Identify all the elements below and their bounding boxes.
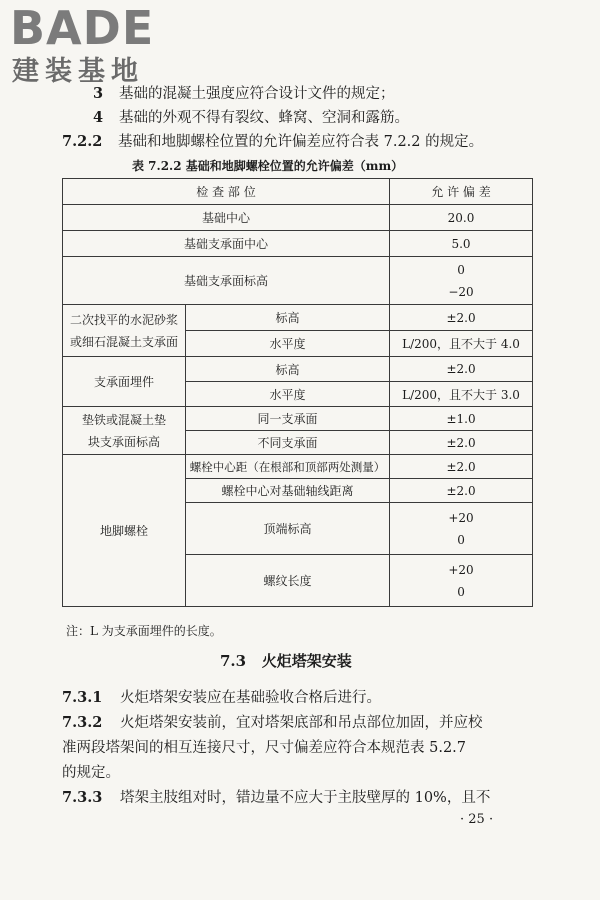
clause-7-3-1 — [62, 688, 381, 708]
logo-subtitle: 建装基地 — [12, 56, 144, 87]
sub-label: 不同支承面 — [186, 431, 390, 455]
item-number: 3 — [93, 85, 104, 102]
clause-text: 火炬塔架安装应在基础验收合格后进行。 — [120, 690, 381, 706]
value-lower: 0 — [457, 532, 465, 547]
clause-7-3-3 — [62, 788, 490, 808]
clause-text: 火炬塔架安装前，宜对塔架底部和吊点部位加固，并应校 — [120, 715, 483, 731]
table-caption: 表 7.2.2 基础和地脚螺栓位置的允许偏差（mm） — [132, 159, 404, 173]
group-label-line: 二次找平的水泥砂浆 — [69, 312, 178, 327]
sub-label: 螺栓中心对基础轴线距离 — [186, 479, 390, 503]
clause-number: 7.3.1 — [62, 689, 103, 706]
group-label — [63, 305, 186, 357]
row-value: ±2.0 — [390, 431, 533, 455]
clause-text: 塔架主肢组对时，错边量不应大于主肢壁厚的 10%，且不 — [120, 790, 491, 806]
list-item — [93, 84, 395, 104]
value-lower: −20 — [448, 284, 474, 299]
group-label-line: 块支承面标高 — [87, 434, 160, 449]
table-row — [63, 205, 533, 231]
header-item: 检 查 部 位 — [63, 179, 390, 205]
table-row — [63, 407, 533, 431]
clause-text: 的规定。 — [62, 765, 120, 781]
table-row — [63, 231, 533, 257]
group-label-line: 垫铁或混凝土垫 — [81, 412, 166, 427]
logo — [8, 2, 178, 92]
section-heading — [220, 650, 352, 671]
sub-label: 同一支承面 — [186, 407, 390, 431]
row-value — [390, 503, 533, 555]
logo-word: BADE — [10, 1, 155, 55]
row-value: L/200，且不大于 3.0 — [390, 382, 533, 407]
row-value: ±1.0 — [390, 407, 533, 431]
sub-label: 标高 — [186, 305, 390, 331]
row-value: ±2.0 — [390, 357, 533, 382]
clause-number: 7.3.2 — [62, 714, 103, 731]
sub-label: 水平度 — [186, 331, 390, 357]
sub-label: 螺纹长度 — [186, 555, 390, 607]
group-label: 地脚螺栓 — [63, 455, 186, 607]
group-label: 支承面埋件 — [63, 357, 186, 407]
row-value: ±2.0 — [390, 479, 533, 503]
clause-text: 准两段塔架间的相互连接尺寸，尺寸偏差应符合本规范表 5.2.7 — [62, 740, 467, 756]
value-lower: 0 — [457, 584, 465, 599]
table-row — [63, 357, 533, 382]
clause-number: 7.2.2 — [62, 133, 103, 150]
sub-label: 水平度 — [186, 382, 390, 407]
page-number: · 25 · — [460, 812, 494, 827]
clause-continuation — [62, 763, 120, 783]
item-text: 基础的外观不得有裂纹、蜂窝、空洞和露筋。 — [119, 110, 409, 126]
table-row — [63, 257, 533, 305]
row-value — [390, 257, 533, 305]
table-row — [63, 455, 533, 479]
row-label: 基础中心 — [63, 205, 390, 231]
table-row — [63, 305, 533, 331]
row-value: L/200，且不大于 4.0 — [390, 331, 533, 357]
group-label — [63, 407, 186, 455]
clause-text: 基础和地脚螺栓位置的允许偏差应符合表 7.2.2 的规定。 — [118, 134, 484, 150]
clause-continuation — [62, 738, 466, 758]
item-text: 基础的混凝土强度应符合设计文件的规定； — [119, 86, 395, 102]
row-value: ±2.0 — [390, 305, 533, 331]
row-value: 20.0 — [390, 205, 533, 231]
section-number: 7.3 — [220, 652, 247, 670]
row-label: 基础支承面中心 — [63, 231, 390, 257]
table-header-row — [63, 179, 533, 205]
clause-7-2-2 — [62, 132, 483, 152]
table-note: 注：L 为支承面埋件的长度。 — [66, 624, 222, 638]
row-value — [390, 555, 533, 607]
clause-7-3-2 — [62, 713, 483, 733]
list-item — [93, 108, 409, 128]
item-number: 4 — [93, 109, 104, 126]
row-value: 5.0 — [390, 231, 533, 257]
sub-label: 螺栓中心距（在根部和顶部两处测量） — [186, 455, 390, 479]
value-upper: 0 — [457, 262, 465, 277]
row-label: 基础支承面标高 — [63, 257, 390, 305]
row-value: ±2.0 — [390, 455, 533, 479]
clause-number: 7.3.3 — [62, 789, 103, 806]
sub-label: 标高 — [186, 357, 390, 382]
sub-label: 顶端标高 — [186, 503, 390, 555]
value-upper: +20 — [448, 510, 474, 525]
tolerance-table — [62, 178, 533, 607]
section-title: 火炬塔架安装 — [261, 652, 352, 670]
value-upper: +20 — [448, 562, 474, 577]
header-tolerance: 允 许 偏 差 — [390, 179, 533, 205]
group-label-line: 或细石混凝土支承面 — [69, 334, 178, 349]
